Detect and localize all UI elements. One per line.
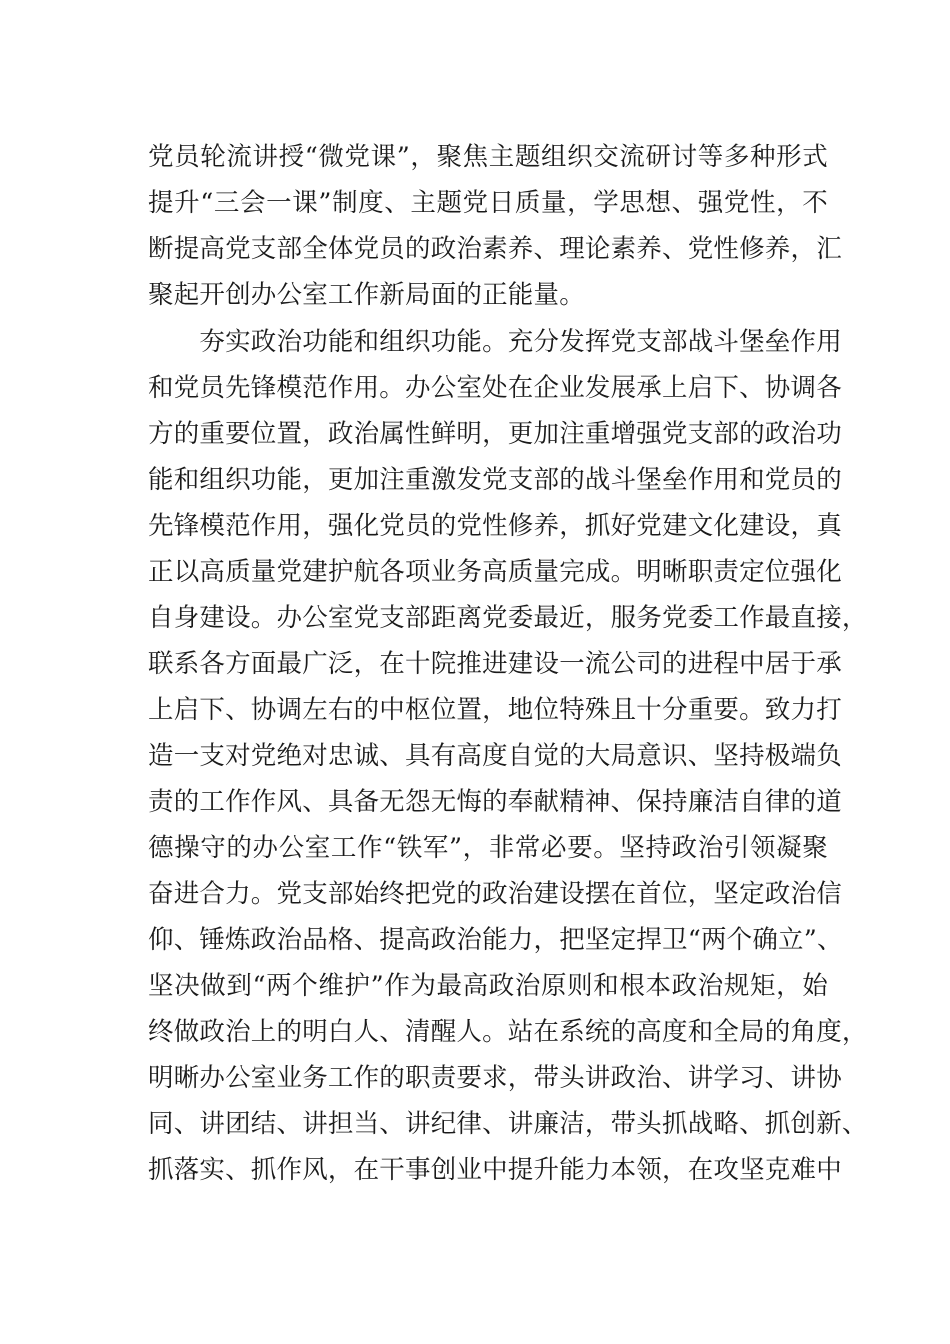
text-line: 先锋模范作用，强化党员的党性修养，抓好党建文化建设，真 [148,511,842,541]
text-line: 提升“三会一课”制度、主题党日质量，学思想、强党性，不 [148,188,828,218]
text-line: 抓落实、抓作风，在干事创业中提升能力本领，在攻坚克难中 [148,1155,842,1185]
text-line: 夯实政治功能和组织功能。充分发挥党支部战斗堡垒作用 [148,327,842,357]
text-line: 奋进合力。党支部始终把党的政治建设摆在首位，坚定政治信 [148,879,842,909]
text-line: 自身建设。办公室党支部距离党委最近，服务党委工作最直接， [148,603,868,633]
text-line: 上启下、协调左右的中枢位置，地位特殊且十分重要。致力打 [148,695,842,725]
text-line: 党员轮流讲授“微党课”，聚焦主题组织交流研讨等多种形式 [148,142,828,172]
text-line: 明晰办公室业务工作的职责要求，带头讲政治、讲学习、讲协 [148,1063,842,1093]
text-line: 德操守的办公室工作“铁军”，非常必要。坚持政治引领凝聚 [148,833,828,863]
text-line: 联系各方面最广泛，在十院推进建设一流公司的进程中居于承 [148,649,842,679]
text-line: 断提高党支部全体党员的政治素养、理论素养、党性修养，汇 [148,234,842,264]
text-line: 方的重要位置，政治属性鲜明，更加注重增强党支部的政治功 [148,419,842,449]
text-line: 坚决做到“两个维护”作为最高政治原则和根本政治规矩，始 [148,971,828,1001]
text-line: 终做政治上的明白人、清醒人。站在系统的高度和全局的角度， [148,1017,868,1047]
text-line: 正以高质量党建护航各项业务高质量完成。明晰职责定位强化 [148,557,842,587]
text-line: 和党员先锋模范作用。办公室处在企业发展承上启下、协调各 [148,373,842,403]
text-line: 同、讲团结、讲担当、讲纪律、讲廉洁，带头抓战略、抓创新、 [148,1109,868,1139]
text-line: 造一支对党绝对忠诚、具有高度自觉的大局意识、坚持极端负 [148,741,842,771]
text-line: 责的工作作风、具备无怨无悔的奉献精神、保持廉洁自律的道 [148,787,842,817]
text-line: 能和组织功能，更加注重激发党支部的战斗堡垒作用和党员的 [148,465,842,495]
text-line: 仰、锤炼政治品格、提高政治能力，把坚定捍卫“两个确立”、 [148,925,843,955]
text-line: 聚起开创办公室工作新局面的正能量。 [148,280,585,310]
